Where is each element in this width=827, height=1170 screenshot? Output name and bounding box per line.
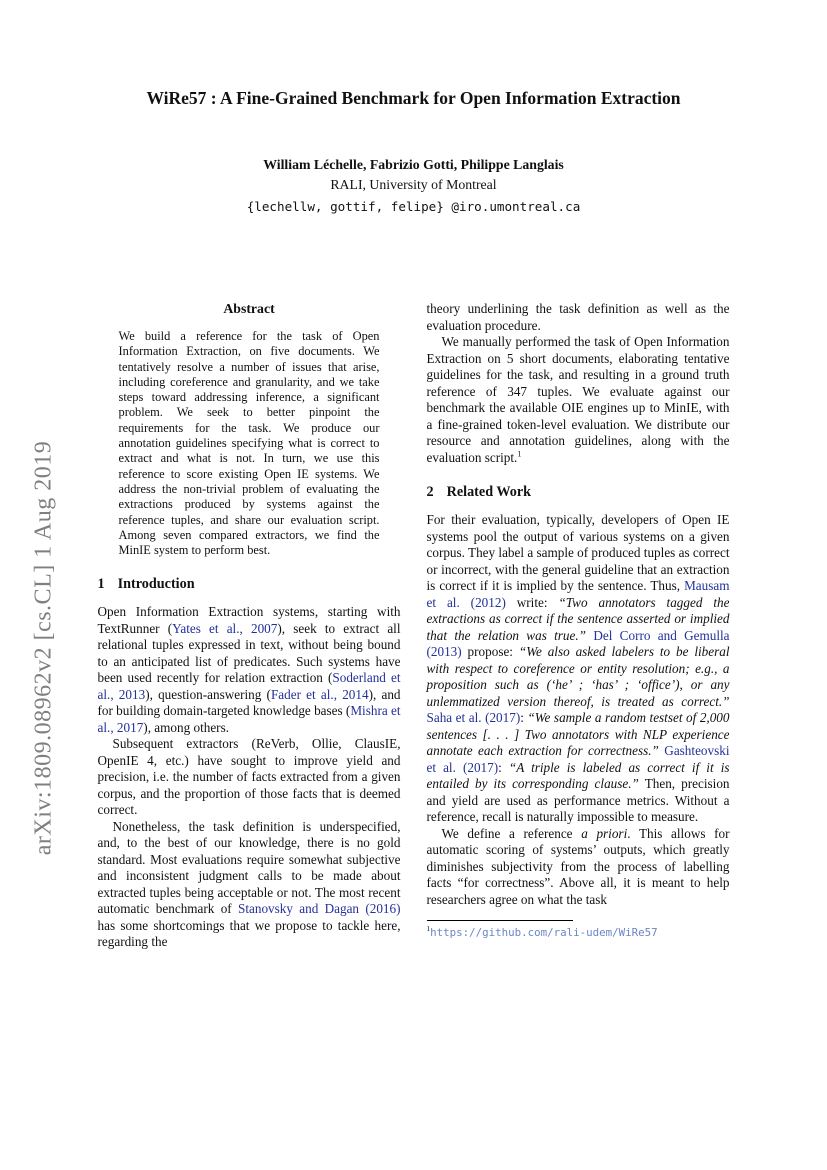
paper-email: {lechellw, gottif, felipe} @iro.umontreal.ca bbox=[246, 199, 581, 214]
paragraph: For their evaluation, typically, developers of Open IE systems pool the output of various systems on a given corpus. They label a sample of produced tuples as correct or incorrect, with the general guideline that an extraction is correct if it is implied by the sentence. Thus, Mausam et al. (2012) write: “Two annotators tagged the extractions as correct if the sentence asserted or implied that the relation was true.” Del Corro and Gemulla (2013) propose: “We also asked labelers to be liberal with respect to coreference or entity resolution; e.g., a proposition such as (‘he’ ; ‘has’ ; ‘office’), or any unlemmatized version thereof, is treated as correct.” Saha et al. (2017): “We sample a random testset of 2,000 sentences [. . . ] Two annotators with NLP experience annotate each extraction for correctness.” Gashteovski et al. (2017): “A triple is labeled as correct if it is entailed by its corresponding clause.” Then, precision and yield are used as performance metrics. Without a reference, recall is naturally impossible to measure. bbox=[426, 512, 730, 824]
right-column bbox=[427, 301, 730, 951]
arxiv-watermark: arXiv:1809.08962v2 [cs.CL] 1 Aug 2019 bbox=[30, 440, 57, 856]
footnote-marker: 1 bbox=[517, 449, 522, 459]
paper-authors: William Léchelle, Fabrizio Gotti, Philippe Langlais bbox=[263, 157, 564, 172]
abstract-section bbox=[98, 301, 401, 558]
section-number: 2 bbox=[426, 484, 434, 500]
footnote-text bbox=[427, 926, 730, 940]
citation-link[interactable]: Yates et al., 2007 bbox=[172, 620, 278, 636]
section-title: Related Work bbox=[446, 484, 532, 500]
section-title: Introduction bbox=[117, 576, 195, 593]
section-2-heading bbox=[427, 484, 730, 501]
paper-title: WiRe57 : A Fine-Grained Benchmark for Open Information Extraction bbox=[146, 88, 681, 108]
paragraph: theory underlining the task definition as well as the evaluation procedure. bbox=[426, 301, 730, 333]
citation-link[interactable]: Del Corro and Gemulla (2013) bbox=[426, 627, 730, 659]
quoted-text: “We also asked labelers to be liberal with respect to coreference or entity resolution; e.g., a proposition such as (‘he’ ; ‘has’ ; ‘office’), or any unlemmatized version thereof, is treated as correct.” bbox=[426, 644, 730, 709]
citation-link[interactable]: Fader et al., 2014 bbox=[270, 686, 369, 702]
citation-link[interactable]: Saha et al. (2017) bbox=[426, 710, 521, 725]
footnote-marker: 1 bbox=[426, 925, 431, 934]
citation-link[interactable]: Mishra et al., 2017 bbox=[97, 703, 401, 735]
citation-link[interactable]: Mausam et al. (2012) bbox=[426, 578, 730, 610]
paper-affiliation: RALI, University of Montreal bbox=[330, 177, 497, 192]
section-number: 1 bbox=[97, 576, 105, 593]
paragraph: We manually performed the task of Open Information Extraction on 5 short documents, elaborating tentative guidelines for the task, and resulting in a ground truth reference of 347 tuples. We evaluate against our benchmark the available OIE engines up to MinIE, with a fine-grained token-level evaluation. We distribute our resource and annotation guidelines, along with the evaluation script.$^1$ bbox=[426, 334, 730, 465]
quoted-text: “Two annotators tagged the extractions as correct if the sentence asserted or implied that the relation was true.” bbox=[426, 594, 730, 643]
footnote bbox=[427, 920, 730, 940]
author-block bbox=[0, 155, 827, 217]
footnote-url-link[interactable]: https://github.com/rali-udem/WiRe57 bbox=[430, 926, 658, 939]
citation-link[interactable]: Stanovsky and Dagan (2016) bbox=[238, 901, 401, 917]
citation-link[interactable]: Soderland et al., 2013 bbox=[97, 670, 401, 702]
quoted-text: a priori bbox=[581, 825, 628, 841]
quoted-text: “We sample a random testset of 2,000 sentences [. . . ] Two annotators with NLP experience annotate each extraction for correctness.” bbox=[426, 710, 730, 758]
abstract-heading: Abstract bbox=[223, 301, 275, 316]
two-column-layout bbox=[98, 301, 730, 951]
abstract-text: We build a reference for the task of Open Information Extraction, on five documents. We tentatively resolve a number of issues that arise, including coreference and granularity, and we take steps toward addressing inference, a significant problem. We seek to better pinpoint the requirements for the task. We produce our annotation guidelines specifying what is correct to extract and what is not. In turn, we use this reference to score existing Open IE systems. We address the non-trivial problem of evaluating the extractions produced by systems against the reference tuples, and share our evaluation script. Among seven compared extractors, we find the MinIE system to perform best. bbox=[118, 329, 380, 558]
left-column bbox=[98, 301, 401, 951]
paragraph: We define a reference a priori. This allows for automatic scoring of systems’ outputs, which greatly diminishes subjectivity from the process of labelling facts “for correctness”. Above all, it is meant to help researchers agree on what the task bbox=[426, 825, 730, 907]
paragraph: Nonetheless, the task definition is underspecified, and, to the best of our knowledge, there is no gold standard. Most evaluations require somewhat subjective and inconsistent judgment calls to be made about extracted tuples being acceptable or not. The most recent automatic benchmark of Stanovsky and Dagan (2016) has some shortcomings that we propose to tackle here, regarding the bbox=[97, 818, 401, 950]
citation-link[interactable]: Gashteovski et al. (2017) bbox=[426, 743, 730, 775]
section-1-heading bbox=[98, 576, 401, 593]
paragraph: Open Information Extraction systems, starting with TextRunner (Yates et al., 2007), seek to extract all relational tuples expressed in text, without being bound to an anticipated list of predicates. Such systems have been used recently for relation extraction (Soderland et al., 2013), question-answering (Fader et al., 2014), and for building domain-targeted knowledge bases (Mishra et al., 2017), among others. bbox=[97, 604, 401, 735]
paragraph: Subsequent extractors (ReVerb, Ollie, ClausIE, OpenIE 4, etc.) have sought to improve yield and precision, i.e. the number of facts extracted from a given corpus, and the proportion of those facts that is deemed correct. bbox=[97, 736, 401, 818]
quoted-text: “A triple is labeled as correct if it is entailed by its corresponding clause.” bbox=[426, 759, 730, 791]
footnote-rule bbox=[427, 920, 573, 921]
